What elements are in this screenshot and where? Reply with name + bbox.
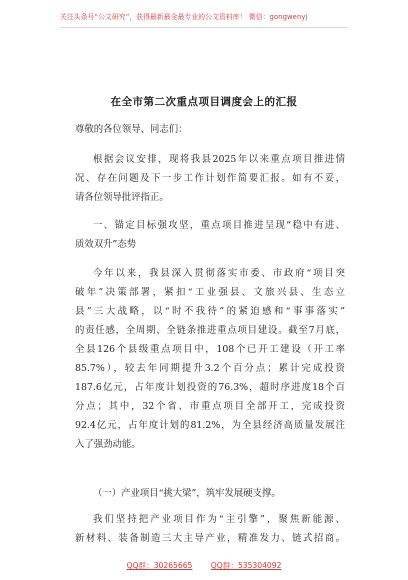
promo-banner-text: 关注头条号“公文研究”，获得最新最全最专业的公文资料库！ 微信：gongwenyj [60, 13, 308, 21]
text-line: 我们坚持把产业项目作为“主引擎”，聚焦新能源、 [93, 514, 345, 525]
text-line: 187.6亿元，占年度计划投资的76.3%，超时序进度18个百 [75, 382, 345, 393]
section-heading-1 [75, 216, 345, 254]
qq-group-link-2[interactable]: QQ群：535304092 [210, 561, 282, 570]
text-line: 县”三大战略，以“时不我待”的紧迫感和“事事落实” [75, 306, 345, 317]
text-line: 请各位领导批评指正。 [75, 192, 169, 203]
text-line: 分点；其中，32个省、市重点项目全部开工，完成投资 [75, 401, 345, 412]
document-title: 在全市第二次重点项目调度会上的汇报 [110, 96, 298, 108]
bottom-banner [0, 560, 408, 580]
text-line: 根据会议安排，现将我县2025年以来重点项目推进情 [93, 154, 345, 165]
text-line: 的责任感，全周期、全链条推进重点项目建设。截至7月底， [75, 325, 345, 336]
text-line: 85.7%），较去年同期提升3.2个百分点；累计完成投资 [75, 363, 345, 374]
text-line: 今年以来，我县深入贯彻落实市委、市政府“项目突 [93, 268, 345, 279]
paragraph-progress [75, 264, 345, 454]
text-line: 新材料、装备制造三大主导产业，精准发力、链式招商。 [75, 533, 345, 544]
paragraph-industry [75, 510, 345, 548]
heading-line: 质效双升”态势 [75, 239, 137, 250]
text-line: 全县126个县级重点项目中，108个已开工建设（开工率 [75, 344, 345, 355]
heading-line: 一、锚定目标强攻坚，重点项目推进呈现“稳中有进、 [93, 220, 345, 231]
salutation [75, 120, 345, 139]
header-divider [60, 27, 348, 28]
text-line: 92.4亿元，占年度计划的81.2%，为全县经济高质量发展注 [75, 420, 345, 431]
text-line: 况、存在问题及下一步工作计划作简要汇报。如有不妥， [75, 173, 345, 184]
text-line: 破年”决策部署，紧扣“工业强县、文旅兴县、生态立 [75, 287, 345, 298]
text-line: 入了强劲动能。 [75, 439, 141, 450]
subheading-1 [75, 484, 345, 503]
subheading-line: （一）产业项目“挑大梁”，筑牢发展硬支撑。 [93, 488, 281, 499]
qq-group-link-1[interactable]: QQ群：30265665 [126, 561, 193, 570]
salutation-line: 尊敬的各位领导、同志们： [75, 124, 188, 135]
top-banner [0, 0, 408, 30]
intro-paragraph [75, 150, 345, 207]
